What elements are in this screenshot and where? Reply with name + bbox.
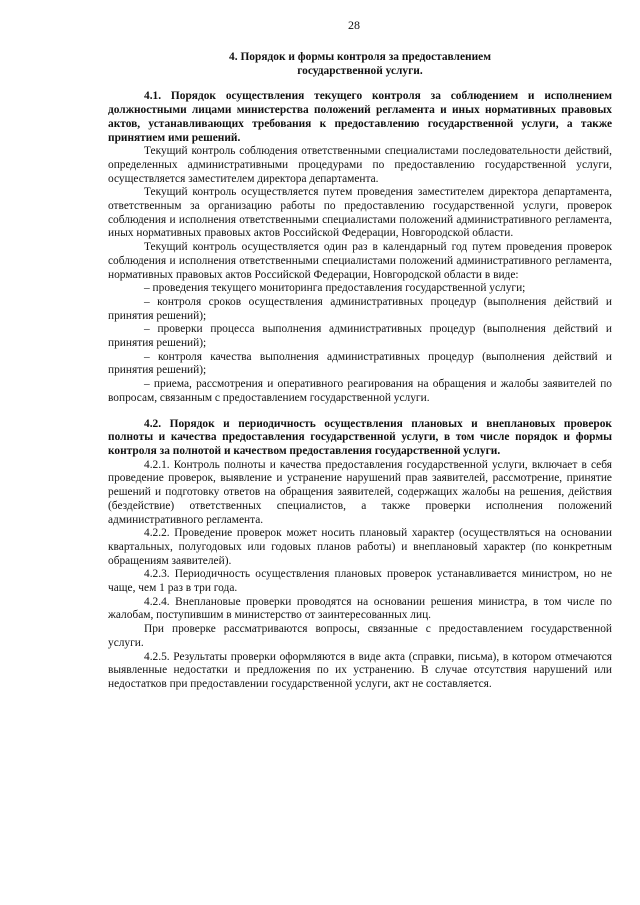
section-title-line-1: 4. Порядок и формы контроля за предоставлением	[229, 51, 491, 63]
paragraph: 4.2.1. Контроль полноты и качества предоставления государственной услуги, включает в себя проведение проверок, выявление и устранение нарушений прав заявителей, рассмотрение, принятие решений и подготовку ответов на обращения заявителей, содержащих жалобы на решения, действия (бездействие) ответственных специалистов, а также проверки исполнения положений административного регламента.	[108, 458, 612, 526]
section-title-line-2: государственной услуги.	[297, 64, 423, 77]
list-item: – контроля сроков осуществления административных процедур (выполнения действий и принятия решений);	[108, 295, 612, 322]
paragraph: При проверке рассматриваются вопросы, связанные с предоставлением государственной услуги.	[108, 623, 612, 649]
paragraph: 4.2.5. Результаты проверки оформляются в виде акта (справки, письма), в котором отмечаются выявленные недостатки и предложения по их устранению. В случае отсутствия нарушений или недостатков при предоставлении государственной услуги, акт не составляется.	[108, 650, 612, 690]
paragraph: 4.2.4. Внеплановые проверки проводятся на основании решения министра, в том числе по жалобам, поступившим в министерство от заинтересованных лиц.	[108, 595, 612, 622]
document-page	[108, 10, 612, 692]
list-item: – проверки процесса выполнения административных процедур (выполнения действий и принятия решений);	[108, 323, 612, 350]
section-title	[108, 51, 612, 78]
list-item: – проведения текущего мониторинга предоставления государственной услуги;	[144, 282, 526, 295]
subsection-heading-4-2: 4.2. Порядок и периодичность осуществления плановых и внеплановых проверок полноты и качества предоставления государственной услуги, в том числе порядок и формы контроля за полнотой и качеством предоставления государственной услуги.	[108, 417, 612, 457]
page-number: 28	[348, 18, 360, 32]
list-item: – контроля качества выполнения административных процедур (выполнения действий и принятия решений);	[108, 350, 612, 377]
subsection-heading-4-1: 4.1. Порядок осуществления текущего контроля за соблюдением и исполнением должностными лицами министерства положений регламента и иных нормативных правовых актов, устанавливающих требования к предоставлению государственной услуги, а также принятием ими решений.	[108, 90, 612, 144]
paragraph: 4.2.3. Периодичность осуществления плановых проверок устанавливается министром, но не чаще, чем 1 раз в три года.	[108, 568, 612, 595]
paragraph: Текущий контроль соблюдения ответственными специалистами последовательности действий, определенных административными процедурами по предоставлению государственной услуги, осуществляется заместителем директора департамента.	[108, 145, 612, 185]
paragraph: Текущий контроль осуществляется один раз в календарный год путем проведения проверок соблюдения и исполнения ответственными специалистами положений административного регламента, нормативных правовых актов Российской Федерации, Новгородской области в виде:	[108, 241, 612, 281]
paragraph: Текущий контроль осуществляется путем проведения заместителем директора департамента, ответственным за организацию работы по предоставлению государственной услуги, проверок соблюдения и исполнения ответственными специалистами положений административного регламента, иных нормативных правовых актов Российской Федерации, Новгородской области.	[108, 186, 612, 240]
paragraph: 4.2.2. Проведение проверок может носить плановый характер (осуществляться на основании квартальных, полугодовых или годовых планов работы) и внеплановый характер (по конкретным обращениям заявителей).	[108, 527, 612, 567]
list-item: – приема, рассмотрения и оперативного реагирования на обращения и жалобы заявителей по вопросам, связанным с предоставлением государственной услуги.	[108, 378, 612, 404]
